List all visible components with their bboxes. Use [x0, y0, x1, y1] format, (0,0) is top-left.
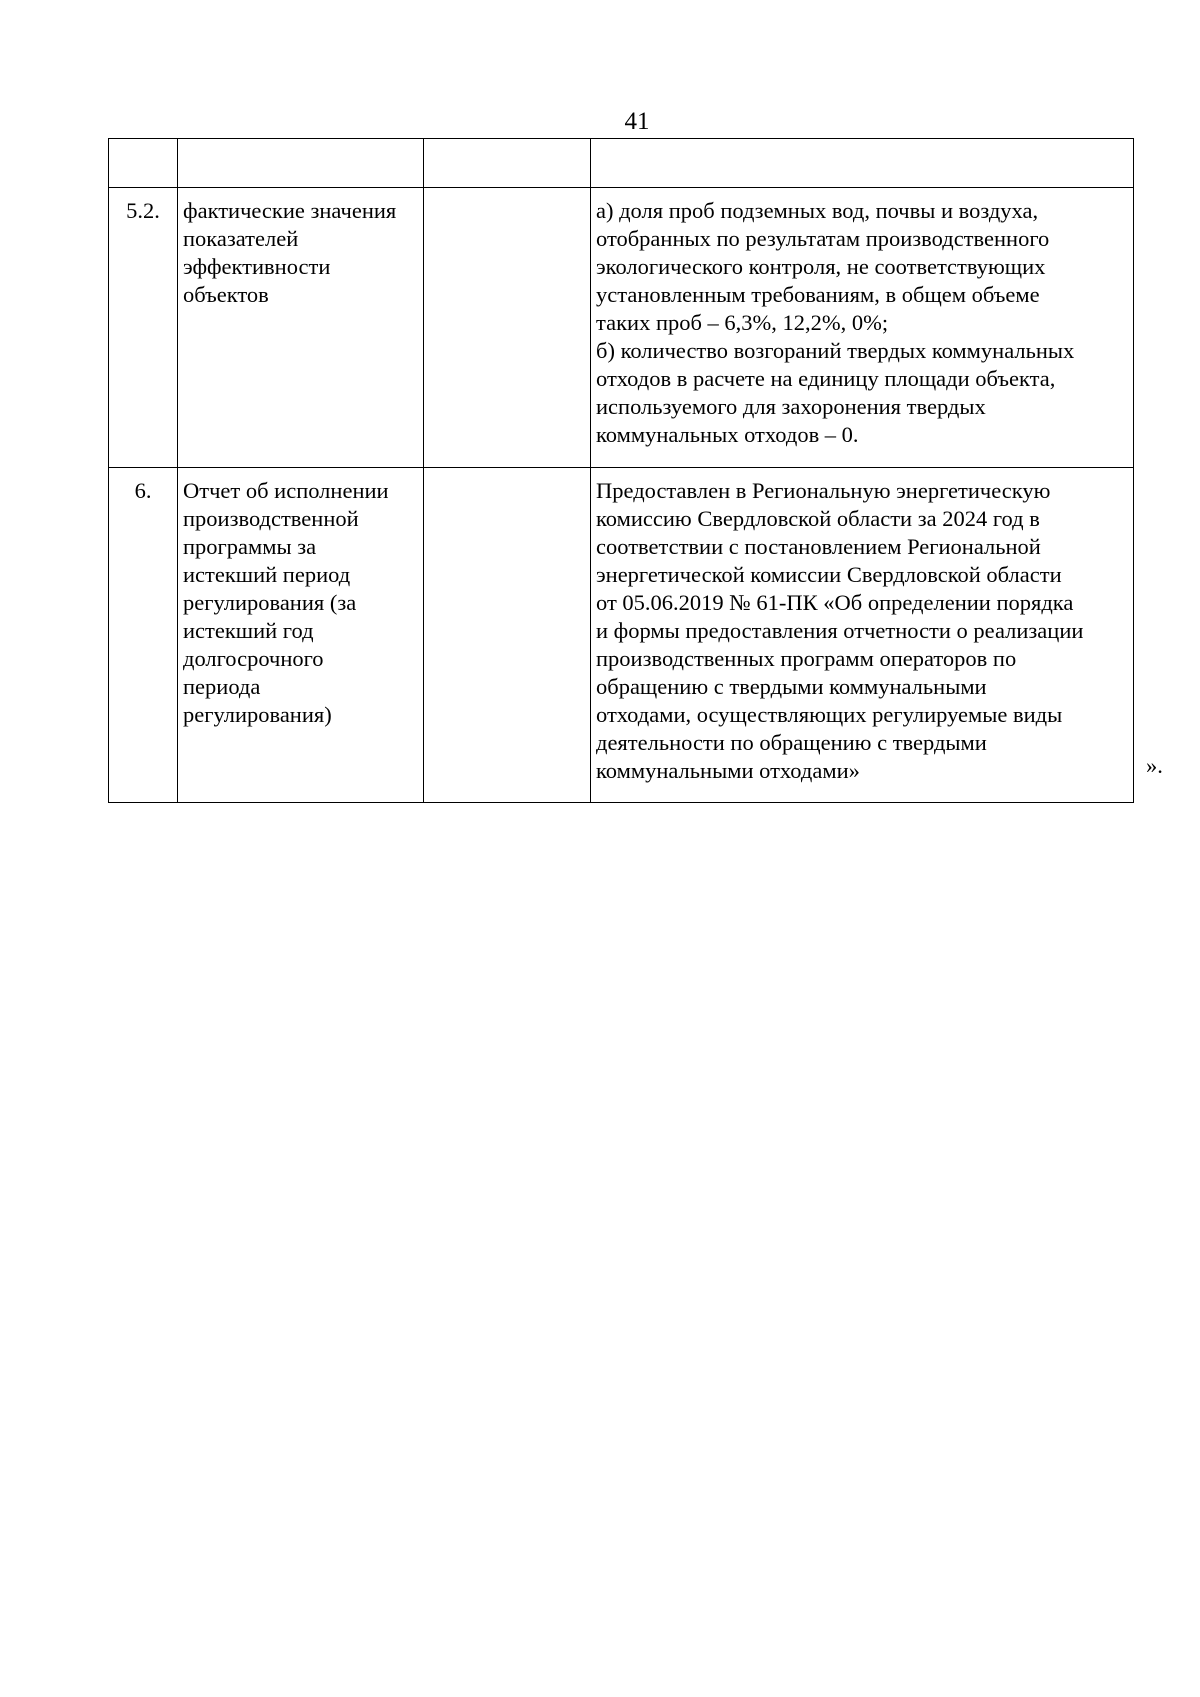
row-number-cell [109, 139, 178, 188]
indicator-name-cell: фактические значения показателей эффективности объектов [178, 188, 424, 468]
indicator-value-cell: Предоставлен в Региональную энергетическую комиссию Свердловской области за 2024 год в соответствии с постановлением Региональной энергетической комиссии Свердловской области от 05.06.2019 № 61-ПК «Об определении порядка и формы предоставления отчетности о реализации производственных программ операторов по обращению с твердыми коммунальными отходами, осуществляющих регулируемые виды деятельности по обращению с твердыми коммунальными отходами» [591, 468, 1134, 803]
empty-cell [424, 188, 591, 468]
row-number-cell: 6. [109, 468, 178, 803]
program-table [108, 138, 1134, 803]
indicator-value-cell: а) доля проб подземных вод, почвы и воздуха, отобранных по результатам производственного экологического контроля, не соответствующих установленным требованиям, в общем объеме таких проб – 6,3%, 12,2%, 0%; б) количество возгораний твердых коммунальных отходов в расчете на единицу площади объекта, используемого для захоронения твердых коммунальных отходов – 0. [591, 188, 1134, 468]
table-row-6 [109, 468, 1134, 803]
empty-cell [424, 139, 591, 188]
page-number: 41 [624, 108, 650, 135]
closing-quote-mark: ». [1146, 753, 1163, 778]
indicator-value-cell [591, 139, 1134, 188]
empty-cell [424, 468, 591, 803]
indicator-name-cell [178, 139, 424, 188]
table-row-empty [109, 139, 1134, 188]
row-number-cell: 5.2. [109, 188, 178, 468]
table-row-5-2 [109, 188, 1134, 468]
indicator-name-cell: Отчет об исполнении производственной программы за истекший период регулирования (за истекший год долгосрочного периода регулирования) [178, 468, 424, 803]
